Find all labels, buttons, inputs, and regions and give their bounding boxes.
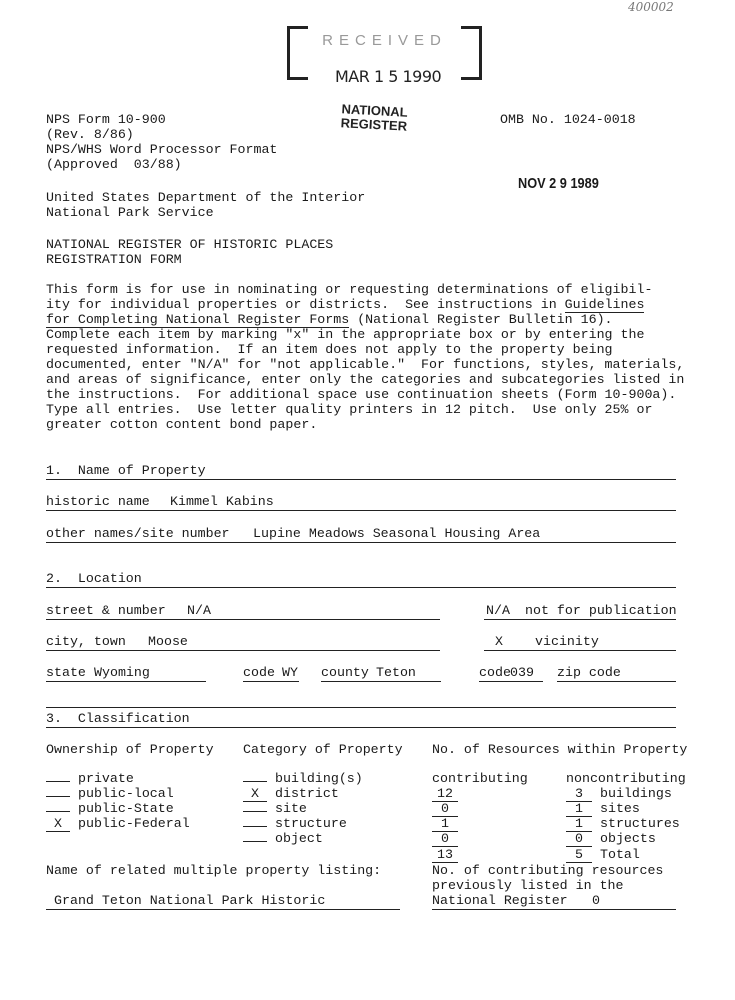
checkbox-blank[interactable]: X xyxy=(243,786,267,802)
field-underline xyxy=(46,619,440,620)
contributing-label: contributing xyxy=(432,771,528,786)
field-underline xyxy=(321,681,441,682)
checkbox-blank[interactable] xyxy=(243,781,267,782)
related-listing-label: Name of related multiple property listing: xyxy=(46,863,382,878)
category-option[interactable]: object xyxy=(243,831,323,846)
instructions-line: Complete each item by marking "x" in the appropriate box or by entering the xyxy=(46,327,645,342)
noncontributing-count[interactable]: 0 xyxy=(566,831,592,847)
previously-listed-line1: No. of contributing resources xyxy=(432,863,664,878)
section-divider xyxy=(46,479,676,480)
field-underline xyxy=(479,681,543,682)
other-names-value[interactable]: Lupine Meadows Seasonal Housing Area xyxy=(253,526,541,541)
state-value[interactable]: Wyoming xyxy=(94,665,150,680)
checkbox-blank[interactable] xyxy=(46,781,70,782)
field-underline xyxy=(46,681,206,682)
resource-row: 0 objects xyxy=(566,831,656,847)
section3-heading: 3. Classification xyxy=(46,711,190,726)
street-label: street & number xyxy=(46,603,166,618)
resource-row: 1 structures xyxy=(566,816,680,832)
field-underline xyxy=(484,619,676,620)
omb-number: OMB No. 1024-0018 xyxy=(500,112,636,127)
vicinity-mark[interactable]: X xyxy=(495,634,503,649)
ownership-option[interactable]: private xyxy=(46,771,134,786)
resource-row: 3 buildings xyxy=(566,786,672,802)
form-title-line1: NATIONAL REGISTER OF HISTORIC PLACES xyxy=(46,237,334,252)
form-title-line2: REGISTRATION FORM xyxy=(46,252,182,267)
ownership-option[interactable]: public-local xyxy=(46,786,174,801)
contributing-count[interactable]: 0 xyxy=(432,801,458,817)
previously-listed-line3: National Register xyxy=(432,893,568,908)
checkbox-blank[interactable] xyxy=(46,811,70,812)
category-heading: Category of Property xyxy=(243,742,403,757)
section2-heading: 2. Location xyxy=(46,571,142,586)
ownership-heading: Ownership of Property xyxy=(46,742,214,757)
checkbox-blank[interactable] xyxy=(243,811,267,812)
city-value[interactable]: Moose xyxy=(148,634,188,649)
contributing-count[interactable]: 1 xyxy=(432,816,458,832)
ownership-option[interactable]: X public-Federal xyxy=(46,816,190,832)
resource-row xyxy=(432,831,458,847)
state-code-value[interactable]: WY xyxy=(282,665,298,680)
guidelines-title: Guidelines xyxy=(564,297,645,312)
agency-line1: United States Department of the Interior xyxy=(46,190,366,205)
not-for-publication-label: not for publication xyxy=(525,603,677,618)
corner-handwritten-note: 400002 xyxy=(628,0,674,14)
field-underline xyxy=(243,681,299,682)
national-register-stamp-line2: REGISTER xyxy=(340,115,408,134)
resource-row xyxy=(432,786,458,802)
checkbox-blank[interactable] xyxy=(46,796,70,797)
contributing-total[interactable]: 13 xyxy=(432,847,458,863)
instructions-line: greater cotton content bond paper. xyxy=(46,417,318,432)
checkbox-blank[interactable] xyxy=(243,841,267,842)
noncontributing-count[interactable]: 1 xyxy=(566,801,592,817)
county-value[interactable]: Teton xyxy=(376,665,416,680)
field-underline xyxy=(432,909,676,910)
field-underline xyxy=(46,909,400,910)
category-option[interactable]: building(s) xyxy=(243,771,363,786)
county-code-label: code xyxy=(479,665,511,680)
state-code-label: code xyxy=(243,665,275,680)
instructions-line: requested information. If an item does not apply to the property being xyxy=(46,342,613,357)
instructions-line: the instructions. For additional space use continuation sheets (Form 10-900a). xyxy=(46,387,677,402)
instructions-line: for Completing National Register Forms (National Register Bulletin 16). xyxy=(46,312,613,327)
zip-code-label: zip code xyxy=(557,665,621,680)
previously-listed-line2: previously listed in the xyxy=(432,878,624,893)
contributing-count[interactable]: 0 xyxy=(432,831,458,847)
street-value[interactable]: N/A xyxy=(187,603,211,618)
not-for-publication-value[interactable]: N/A xyxy=(486,603,510,618)
city-label: city, town xyxy=(46,634,126,649)
instructions-line: and areas of significance, enter only the categories and subcategories listed in xyxy=(46,372,685,387)
resource-row-total xyxy=(432,847,458,863)
category-option[interactable]: site xyxy=(243,801,307,816)
historic-name-value[interactable]: Kimmel Kabins xyxy=(170,494,274,509)
checkbox-blank[interactable]: X xyxy=(46,816,70,832)
field-underline xyxy=(557,681,676,682)
previously-listed-value[interactable]: 0 xyxy=(592,893,600,908)
field-underline xyxy=(484,650,676,651)
form-number: NPS Form 10-900 xyxy=(46,112,166,127)
form-revision: (Rev. 8/86) xyxy=(46,127,134,142)
resource-row-total: 5 Total xyxy=(566,847,640,863)
instructions-line: Type all entries. Use letter quality printers in 12 pitch. Use only 25% or xyxy=(46,402,653,417)
section-divider xyxy=(46,587,676,588)
section1-heading: 1. Name of Property xyxy=(46,463,206,478)
agency-line2: National Park Service xyxy=(46,205,214,220)
other-names-label: other names/site number xyxy=(46,526,230,541)
field-underline xyxy=(46,650,440,651)
resource-row xyxy=(432,816,458,832)
noncontributing-count[interactable]: 1 xyxy=(566,816,592,832)
section-divider xyxy=(46,727,676,728)
resource-row: 1 sites xyxy=(566,801,640,817)
resources-heading: No. of Resources within Property xyxy=(432,742,688,757)
ownership-option[interactable]: public-State xyxy=(46,801,174,816)
county-code-value[interactable]: 039 xyxy=(510,665,534,680)
instructions-line: documented, enter "N/A" for "not applicable." For functions, styles, materials, xyxy=(46,357,685,372)
national-register-stamp-line1: NATIONAL xyxy=(341,101,409,120)
related-listing-value[interactable]: Grand Teton National Park Historic xyxy=(54,893,326,908)
checkbox-blank[interactable] xyxy=(243,826,267,827)
vicinity-label: vicinity xyxy=(535,634,599,649)
instructions-paragraph xyxy=(46,282,686,432)
noncontributing-total[interactable]: 5 xyxy=(566,847,592,863)
county-label: county xyxy=(321,665,369,680)
noncontributing-count[interactable]: 3 xyxy=(566,786,592,802)
category-option[interactable]: X district xyxy=(243,786,339,802)
national-register-stamp xyxy=(340,102,408,133)
received-stamp-date: MAR 1 5 1990 xyxy=(335,67,442,86)
resource-row xyxy=(432,801,458,817)
form-approved: (Approved 03/88) xyxy=(46,157,182,172)
instructions-line: This form is for use in nominating or requesting determinations of eligibil- xyxy=(46,282,653,297)
field-underline xyxy=(46,510,676,511)
guidelines-title-cont: for Completing National Register Forms xyxy=(46,312,350,327)
historic-name-label: historic name xyxy=(46,494,150,509)
contributing-count[interactable]: 12 xyxy=(432,786,458,802)
section-divider-top xyxy=(46,707,676,708)
field-underline xyxy=(46,542,676,543)
instructions-line: ity for individual properties or districts. See instructions in Guidelines xyxy=(46,297,645,312)
form-format: NPS/WHS Word Processor Format xyxy=(46,142,278,157)
category-option[interactable]: structure xyxy=(243,816,347,831)
state-label: state xyxy=(46,665,86,680)
date-stamp: NOV 2 9 1989 xyxy=(518,175,599,192)
received-stamp-text: RECEIVED xyxy=(322,32,447,49)
noncontributing-label: noncontributing xyxy=(566,771,686,786)
